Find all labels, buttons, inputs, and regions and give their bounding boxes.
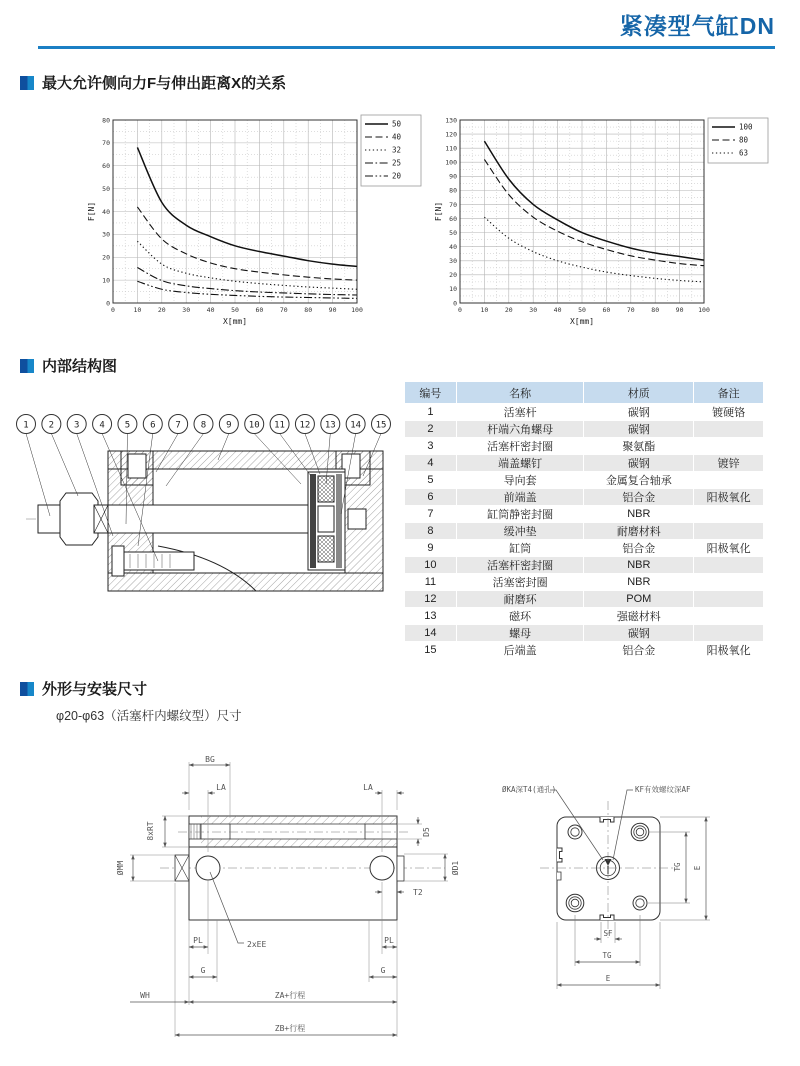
section-bullet-icon (20, 682, 34, 696)
dim-label-d1: ØD1 (451, 860, 460, 876)
table-cell: 端盖螺钉 (456, 455, 584, 472)
dim-label-mm: ØMM (116, 860, 125, 876)
y-tick-label: 110 (445, 144, 457, 153)
x-tick-label: 70 (626, 306, 635, 314)
x-tick-label: 30 (529, 306, 538, 314)
y-tick-label: 60 (449, 214, 457, 223)
table-cell: 导向套 (456, 472, 584, 489)
dim-label-2xee: 2xEE (247, 940, 267, 949)
legend-label: 100 (739, 122, 753, 132)
y-tick-label: 60 (102, 162, 110, 171)
legend-label: 20 (392, 171, 402, 181)
table-header-cell: 备注 (694, 382, 764, 404)
table-cell: 镀锌 (694, 455, 764, 472)
x-tick-label: 50 (231, 306, 239, 314)
table-cell: NBR (584, 574, 694, 591)
callout-number: 3 (74, 420, 80, 431)
callout-number: 6 (150, 420, 156, 431)
dim-label-kf: KF有效螺纹深AF (635, 785, 691, 794)
series-line-100 (484, 141, 704, 260)
callout-number: 14 (350, 420, 362, 431)
x-tick-label: 10 (480, 306, 489, 314)
dim-label-8xrt: 8xRT (146, 821, 155, 841)
x-tick-label: 20 (504, 306, 513, 314)
callout-number: 12 (299, 420, 311, 431)
front-view-dimension-drawing (490, 770, 770, 1015)
table-cell: 活塞密封圈 (456, 574, 584, 591)
table-cell: 金属复合轴承 (584, 472, 694, 489)
table-cell: 1 (405, 404, 457, 421)
y-tick-label: 70 (449, 200, 457, 209)
x-tick-label: 10 (133, 306, 142, 314)
x-tick-label: 90 (328, 306, 337, 314)
internal-structure-diagram (8, 396, 393, 624)
table-cell (694, 523, 764, 540)
y-tick-label: 120 (445, 130, 457, 139)
dim-label-ka: ØKA深T4(通孔) (502, 785, 557, 794)
legend-label: 25 (392, 158, 402, 168)
table-cell (694, 506, 764, 523)
table-row (405, 489, 764, 506)
table-cell: 3 (405, 438, 457, 455)
y-tick-label: 30 (449, 257, 457, 266)
table-cell (694, 472, 764, 489)
x-tick-label: 40 (206, 306, 215, 314)
table-cell (694, 438, 764, 455)
table-cell: 9 (405, 540, 457, 557)
x-tick-label: 0 (111, 306, 115, 314)
x-tick-label: 30 (182, 306, 191, 314)
x-tick-label: 100 (351, 306, 363, 314)
table-row (405, 506, 764, 523)
section-bullet-icon (20, 76, 34, 90)
y-tick-label: 0 (106, 299, 110, 308)
callout-number: 11 (274, 420, 285, 431)
table-header-cell: 编号 (405, 382, 457, 404)
table-cell: 7 (405, 506, 457, 523)
legend-label: 80 (739, 135, 749, 145)
side-force-chart-large-bores (432, 105, 772, 337)
table-cell: 碳钢 (584, 421, 694, 438)
table-cell: 2 (405, 421, 457, 438)
x-tick-label: 40 (553, 306, 562, 314)
table-cell: 15 (405, 642, 457, 659)
table-header-cell: 名称 (456, 382, 584, 404)
callout-number: 2 (48, 420, 55, 431)
callout-number: 1 (23, 420, 29, 431)
table-row (405, 523, 764, 540)
table-cell: 耐磨环 (456, 591, 584, 608)
table-cell: 10 (405, 557, 457, 574)
callout-number: 5 (124, 420, 131, 431)
y-axis-label: F[N] (87, 201, 96, 222)
table-cell: NBR (584, 557, 694, 574)
y-tick-label: 40 (449, 242, 457, 251)
table-cell: 活塞杆密封圈 (456, 557, 584, 574)
table-cell (694, 574, 764, 591)
callout-number: 9 (226, 420, 232, 431)
dim-label-za: ZA+行程 (274, 991, 306, 1000)
callout-number: 8 (200, 420, 207, 431)
table-header-cell: 材质 (584, 382, 694, 404)
table-cell: 耐磨材料 (584, 523, 694, 540)
callout-number: 15 (375, 420, 387, 431)
table-cell (694, 608, 764, 625)
dim-label-bg: BG (205, 755, 215, 764)
y-tick-label: 30 (102, 230, 110, 239)
table-cell: 铝合金 (584, 540, 694, 557)
x-tick-label: 80 (304, 306, 313, 314)
table-row (405, 540, 764, 557)
table-cell (694, 557, 764, 574)
table-cell: 阳极氧化 (694, 540, 764, 557)
x-tick-label: 100 (698, 306, 710, 314)
dim-label-g-right: G (380, 966, 386, 975)
table-row (405, 625, 764, 642)
table-cell: 5 (405, 472, 457, 489)
section-heading-text: 外形与安装尺寸 (42, 681, 148, 698)
table-row (405, 455, 764, 472)
dim-label-la-right: LA (363, 783, 373, 792)
cylinder-front-view (557, 817, 660, 920)
y-tick-label: 10 (102, 276, 110, 285)
y-tick-label: 10 (449, 285, 457, 294)
table-cell: 碳钢 (584, 625, 694, 642)
x-axis-label: X[mm] (222, 317, 248, 326)
legend-label: 40 (392, 132, 402, 142)
table-row (405, 608, 764, 625)
dim-label-tg-bottom: TG (602, 951, 612, 960)
dim-label-zb: ZB+行程 (274, 1024, 306, 1033)
table-row (405, 642, 764, 659)
x-axis-label: X[mm] (569, 317, 595, 326)
y-tick-label: 80 (102, 116, 110, 125)
table-row (405, 472, 764, 489)
table-cell: 铝合金 (584, 489, 694, 506)
dim-label-pl-right: PL (384, 936, 394, 945)
x-tick-label: 0 (458, 306, 462, 314)
table-cell: 活塞杆密封圈 (456, 438, 584, 455)
table-cell: NBR (584, 506, 694, 523)
y-tick-label: 100 (445, 158, 457, 167)
table-cell: 前端盖 (456, 489, 584, 506)
cylinder-side-view (160, 816, 448, 920)
series-line-20 (137, 281, 357, 298)
callout-number: 13 (324, 420, 336, 431)
y-axis-label: F[N] (434, 201, 443, 222)
table-cell: POM (584, 591, 694, 608)
x-tick-label: 50 (578, 306, 586, 314)
dim-label-wh: WH (140, 991, 150, 1000)
y-tick-label: 40 (102, 207, 110, 216)
x-tick-label: 90 (675, 306, 684, 314)
table-cell: 11 (405, 574, 457, 591)
y-tick-label: 50 (102, 184, 110, 193)
section-heading-text: 内部结构图 (42, 358, 118, 375)
table-cell: 14 (405, 625, 457, 642)
parts-table (404, 381, 764, 659)
y-tick-label: 130 (445, 116, 457, 125)
dim-label-tg-right: TG (673, 862, 682, 872)
table-cell: 阳极氧化 (694, 642, 764, 659)
legend-label: 63 (739, 148, 749, 158)
x-tick-label: 70 (279, 306, 288, 314)
y-tick-label: 80 (449, 186, 457, 195)
x-tick-label: 20 (157, 306, 166, 314)
table-row (405, 438, 764, 455)
table-cell (694, 625, 764, 642)
callout-number: 7 (175, 420, 181, 431)
table-cell: 13 (405, 608, 457, 625)
section-structure-heading (20, 355, 117, 376)
parts-table-header-row (405, 382, 764, 404)
table-cell: 4 (405, 455, 457, 472)
table-cell: 阳极氧化 (694, 489, 764, 506)
table-row (405, 404, 764, 421)
dim-label-la-left: LA (216, 783, 226, 792)
y-tick-label: 50 (449, 228, 457, 237)
table-row (405, 557, 764, 574)
table-cell: 铝合金 (584, 642, 694, 659)
section-dimensions-heading (20, 678, 147, 699)
legend-label: 32 (392, 145, 402, 155)
callout-number: 10 (248, 420, 260, 431)
header-rule (38, 46, 775, 49)
dim-label-t2: T2 (413, 888, 423, 897)
side-view-dimension-drawing (100, 740, 470, 1065)
table-cell: 缸筒 (456, 540, 584, 557)
y-tick-label: 70 (102, 139, 110, 148)
side-force-chart-small-bores (85, 105, 425, 337)
x-tick-label: 80 (651, 306, 660, 314)
table-cell: 镀硬铬 (694, 404, 764, 421)
legend-label: 50 (392, 119, 402, 129)
table-cell: 12 (405, 591, 457, 608)
table-cell: 碳钢 (584, 404, 694, 421)
dim-label-pl-left: PL (193, 936, 203, 945)
dim-label-g-left: G (200, 966, 206, 975)
table-cell (694, 591, 764, 608)
y-tick-label: 20 (449, 271, 457, 280)
dim-label-e-bottom: E (605, 974, 611, 983)
dim-label-e-right: E (693, 865, 702, 871)
callout-number: 4 (99, 420, 105, 431)
section-heading-text: 最大允许侧向力F与伸出距离X的关系 (42, 75, 287, 92)
table-row (405, 591, 764, 608)
y-tick-label: 0 (453, 299, 457, 308)
table-cell: 活塞杆 (456, 404, 584, 421)
y-tick-label: 90 (449, 172, 457, 181)
x-tick-label: 60 (602, 306, 611, 314)
x-tick-label: 60 (255, 306, 264, 314)
table-cell: 6 (405, 489, 457, 506)
table-row (405, 574, 764, 591)
dim-label-sf: SF (603, 929, 613, 938)
table-cell: 缓冲垫 (456, 523, 584, 540)
dim-label-d5: D5 (422, 827, 431, 837)
dimensions-subtitle: φ20-φ63（活塞杆内螺纹型）尺寸 (56, 709, 242, 723)
table-cell: 螺母 (456, 625, 584, 642)
page-title: 紧凑型气缸DN (619, 13, 775, 39)
table-cell: 8 (405, 523, 457, 540)
table-cell: 后端盖 (456, 642, 584, 659)
callout-numbers (17, 415, 391, 434)
table-cell (694, 421, 764, 438)
y-tick-label: 20 (102, 253, 110, 262)
table-cell: 碳钢 (584, 455, 694, 472)
section-side-force-heading (20, 72, 286, 93)
table-cell: 缸筒静密封圈 (456, 506, 584, 523)
table-cell: 杆端六角螺母 (456, 421, 584, 438)
table-row (405, 421, 764, 438)
table-cell: 磁环 (456, 608, 584, 625)
table-cell: 聚氨酯 (584, 438, 694, 455)
cylinder-section-drawing (26, 451, 383, 591)
section-bullet-icon (20, 359, 34, 373)
table-cell: 强磁材料 (584, 608, 694, 625)
